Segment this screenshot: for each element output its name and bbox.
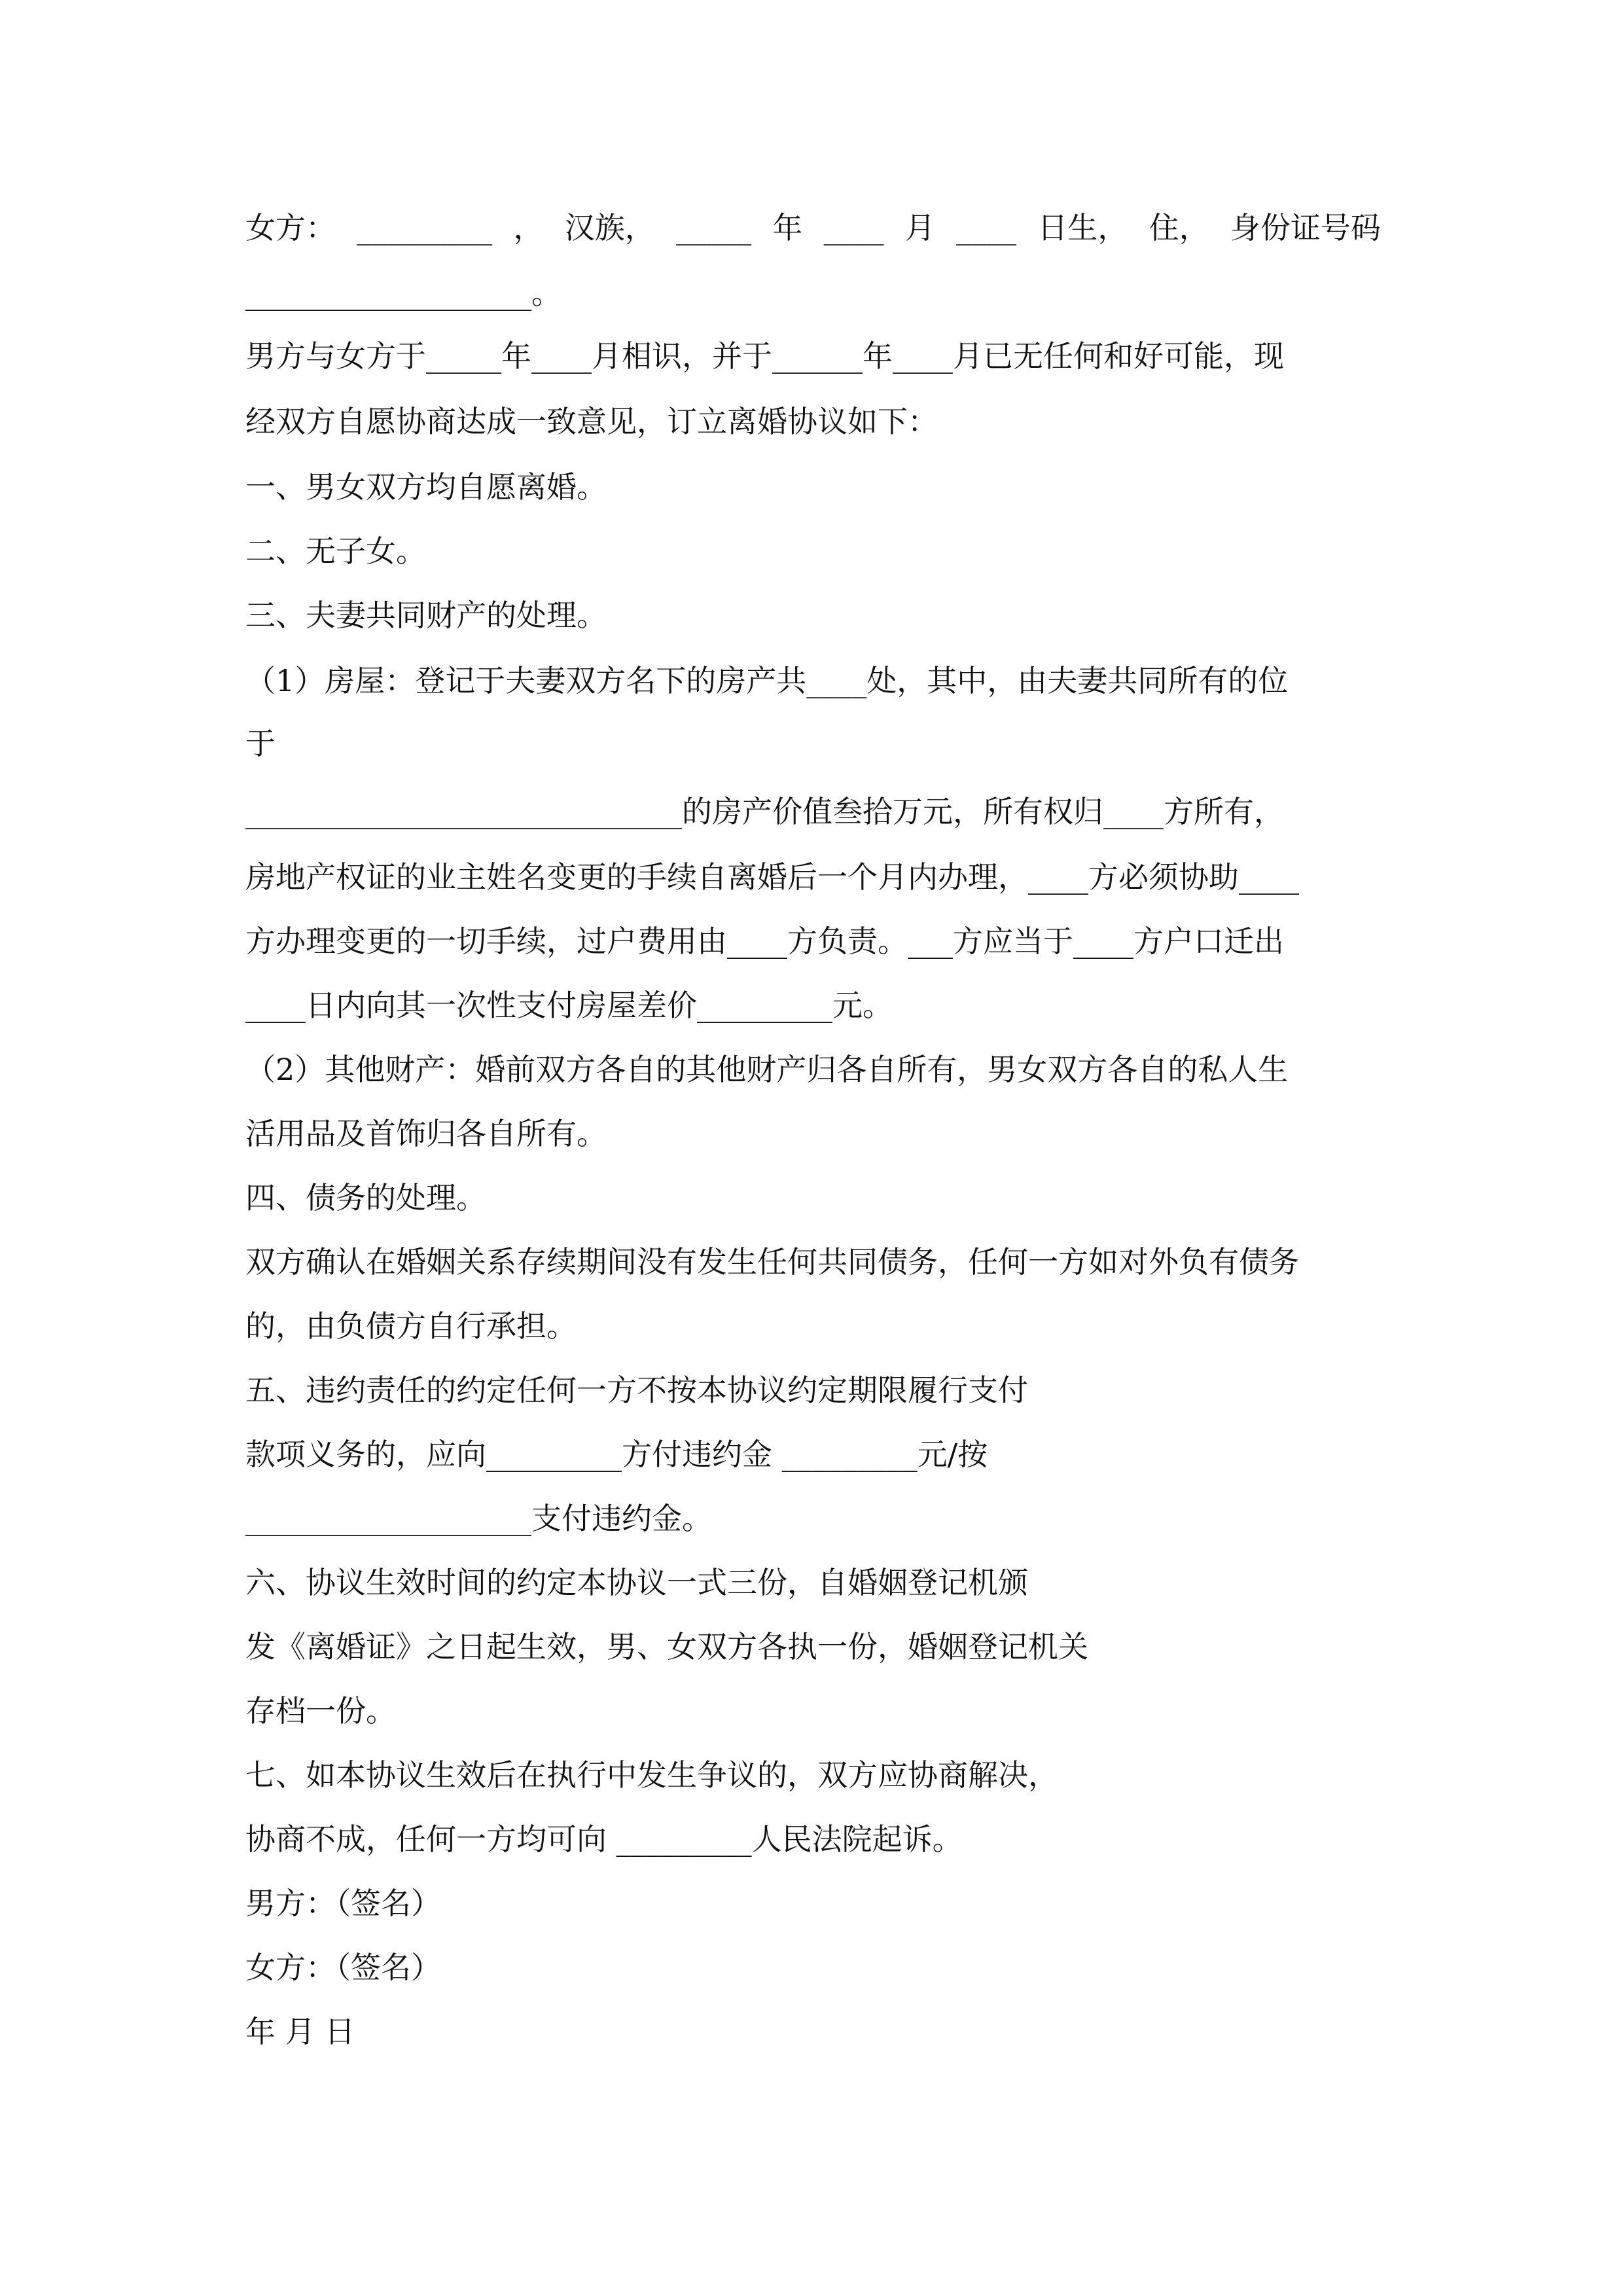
clause-4-heading: 四、债务的处理。 [245,1180,486,1215]
effective-line-2: 发《离婚证》之日起生效，男、女双方各执一份，婚姻登记机关 [245,1629,1088,1664]
effective-line-3: 存档一份。 [245,1693,396,1729]
comma: ， [513,210,544,245]
dispute-line-2: 协商不成，任何一方均可向 _________人民法院起诉。 [245,1821,963,1857]
female-signature: 女方：（签名） [245,1950,441,1985]
breach-line-1: 五、违约责任的约定任何一方不按本协议约定期限履行支付 [245,1372,1028,1408]
female-party-info-line-2: ___________________。 [245,276,562,311]
clause-2: 二、无子女。 [245,533,426,569]
housing-line-6: ____日内向其一次性支付房屋差价_________元。 [245,988,893,1023]
birth-month-blank: ____ [823,210,884,245]
female-label: 女方： [245,210,336,245]
debt-line-2: 的，由负债方自行承担。 [245,1308,577,1344]
housing-line-1: （1）房屋：登记于夫妻双方名下的房产共____处，其中，由夫妻共同所有的位 [245,663,1289,698]
month-label: 月 [904,210,935,245]
housing-line-2: 于 [245,726,276,761]
dispute-line-1: 七、如本协议生效后在执行中发生争议的，双方应协商解决， [245,1757,1058,1793]
breach-line-2: 款项义务的，应向_________方付违约金 _________元/按 [245,1437,988,1472]
female-party-info-line-1 [245,208,1381,247]
ethnicity: 汉族， [564,210,655,245]
other-property-line-1: （2）其他财产：婚前双方各自的其他财产归各自所有，男女双方各自的私人生 [245,1052,1289,1087]
male-signature: 男方：（签名） [245,1886,441,1921]
housing-line-5: 方办理变更的一切手续，过户费用由____方负责。___方应当于____方户口迁出 [245,924,1284,959]
acquaintance-line-2: 经双方自愿协商达成一致意见，订立离婚协议如下： [245,404,938,439]
effective-line-1: 六、协议生效时间的约定本协议一式三份，自婚姻登记机颁 [245,1565,1028,1600]
day-label: 日生， [1037,210,1128,245]
address-label: 住， [1149,210,1209,245]
acquaintance-line-1: 男方与女方于_____年____月相识，并于______年____月已无任何和好可能，现 [245,338,1284,374]
debt-line-1: 双方确认在婚姻关系存续期间没有发生任何共同债务，任何一方如对外负有债务 [245,1244,1299,1280]
breach-line-3: ___________________支付违约金。 [245,1501,712,1536]
birth-day-blank: ____ [956,210,1017,245]
clause-1: 一、男女双方均自愿离婚。 [245,469,607,505]
signature-date: 年 月 日 [245,2014,355,2049]
clause-3-heading: 三、夫妻共同财产的处理。 [245,598,607,633]
id-number-label: 身份证号码 [1230,210,1381,245]
housing-line-3: _____________________________的房产价值叁拾万元，所有权归____方所有， [245,794,1284,829]
housing-line-4: 房地产权证的业主姓名变更的手续自离婚后一个月内办理，____方必须协助____ [245,859,1299,895]
year-label: 年 [772,210,803,245]
female-name-blank: _________ [357,210,493,245]
birth-year-blank: _____ [676,210,752,245]
other-property-line-2: 活用品及首饰归各自所有。 [245,1116,607,1151]
